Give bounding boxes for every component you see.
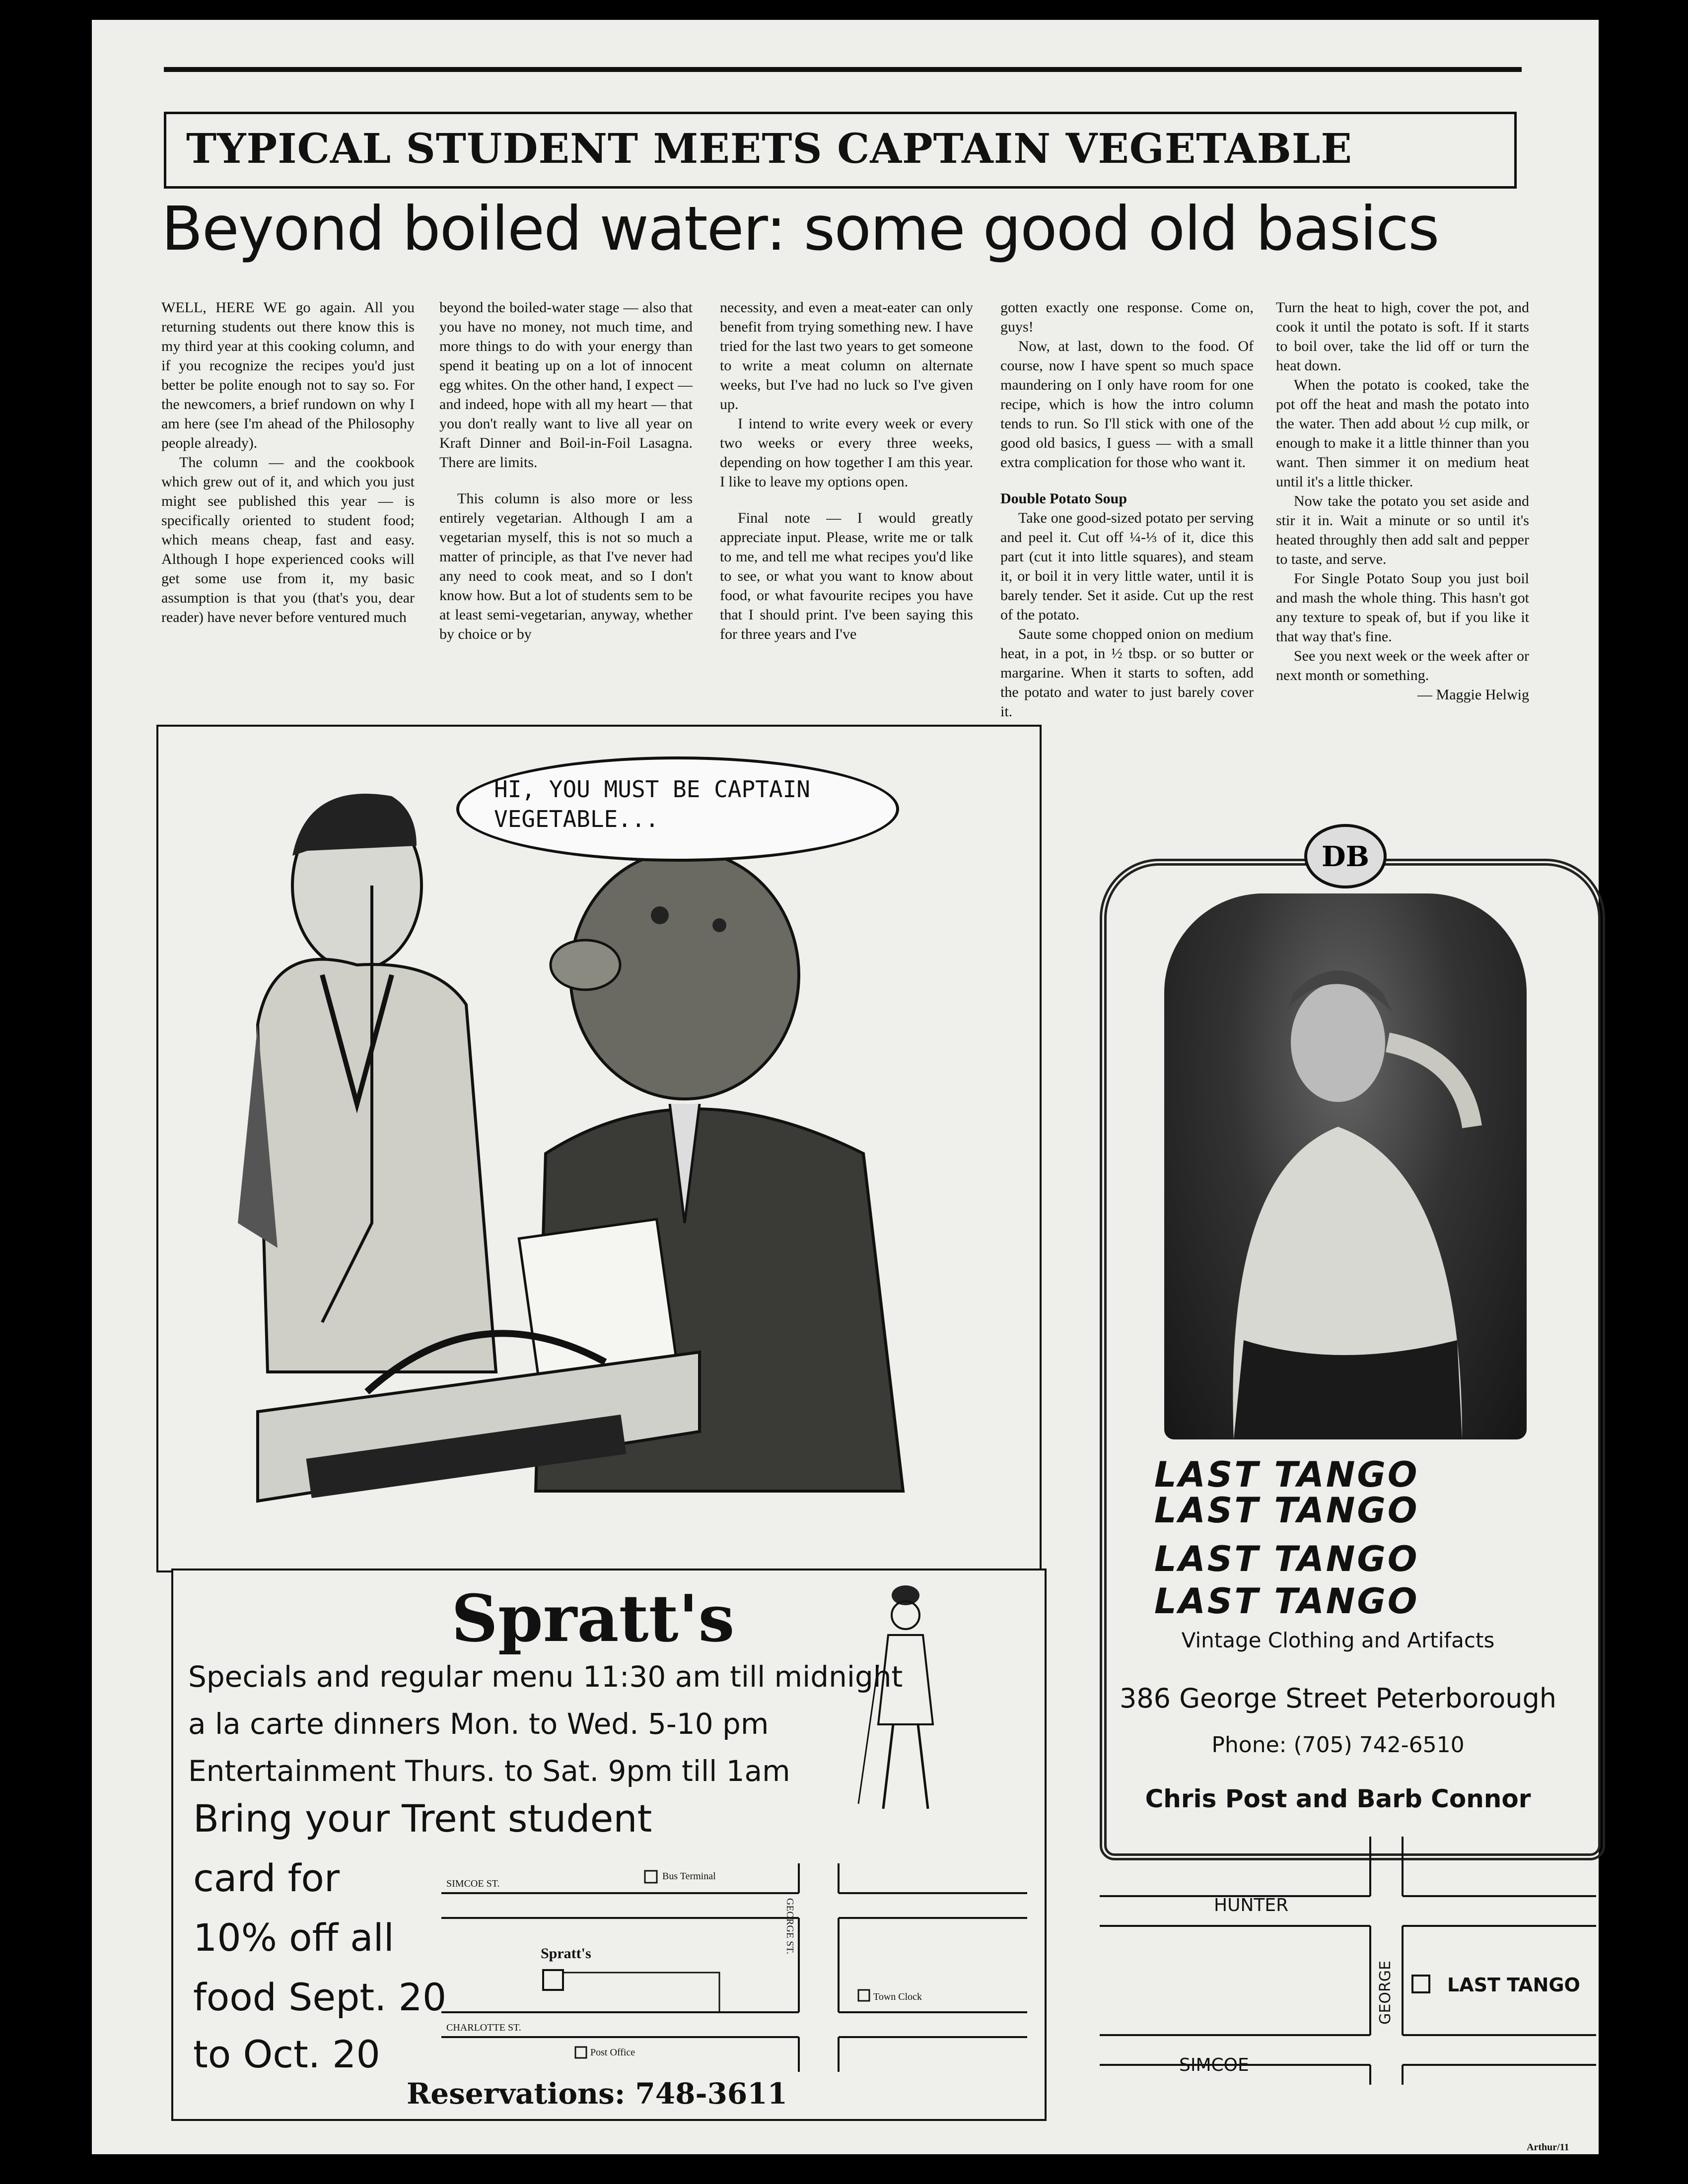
map-label-charlotte: CHARLOTTE ST. xyxy=(446,2022,521,2033)
map-label-simcoe: SIMCOE ST. xyxy=(446,1878,500,1889)
paragraph: Final note — I would greatly appreciate input. Please, write me or talk to me, and tell me what recipes you'd like to see, or what you want to know about food, or what favourite recipes you have that I should print. I've been saying this for three years and I've xyxy=(720,510,973,642)
map-label-hunter: HUNTER xyxy=(1214,1895,1289,1915)
kicker: TYPICAL STUDENT MEETS CAPTAIN VEGETABLE xyxy=(186,125,1352,173)
ad-offer-line: food Sept. 20 xyxy=(193,1975,447,2019)
tango-map xyxy=(1100,1837,1596,2085)
article-column-1 xyxy=(161,298,415,627)
paragraph: I intend to write every week or every two weeks or every three weeks, depending on how together I am this year. I like to leave my options open. xyxy=(720,415,973,490)
vintage-portrait-photo xyxy=(1164,893,1527,1439)
ad-offer-line: 10% off all xyxy=(193,1915,394,1960)
tango-logo-line: LAST TANGO xyxy=(1154,1490,1419,1531)
paragraph: Turn the heat to high, cover the pot, and cook it until the potato is soft. If it starts to boil over, take the lid off or turn the heat down. xyxy=(1276,299,1529,374)
tango-logo-line: LAST TANGO xyxy=(1154,1539,1419,1579)
map-label-george: GEORGE ST. xyxy=(784,1898,795,1954)
dandy-figure xyxy=(848,1575,963,1824)
tango-owners: Chris Post and Barb Connor xyxy=(1145,1784,1531,1813)
spratts-ad xyxy=(171,1569,1047,2121)
paragraph: gotten exactly one response. Come on, guys! xyxy=(1000,299,1254,335)
tango-logo-line: LAST TANGO xyxy=(1154,1454,1419,1495)
paragraph: The column — and the cookbook which grew out of it, and which you just might see published this year — is specifically oriented to student food; which means cheap, fast and easy. Although I hope experienced cooks will get some use from it, my basic assumption is that you (that's you, dear reader) have never before ventured much xyxy=(161,454,415,625)
paragraph: See you next week or the week after or next month or something. xyxy=(1276,648,1529,683)
map-label-george: GEORGE xyxy=(1377,1961,1394,2025)
ad-entertainment-line: Entertainment Thurs. to Sat. 9pm till 1am xyxy=(188,1754,790,1788)
headline: Beyond boiled water: some good old basics xyxy=(161,194,1439,264)
paragraph: Saute some chopped onion on medium heat, in a pot, in ½ tbsp. or so butter or margarine. When it starts to soften, add the potato and water to just barely cover it. xyxy=(1000,626,1254,720)
last-tango-ad xyxy=(1080,819,1618,2110)
byline: — Maggie Helwig xyxy=(1417,686,1529,703)
paragraph: For Single Potato Soup you just boil and mash the whole thing. This hasn't got any texture to speak of, but if you like it that way that's fine. xyxy=(1276,570,1529,645)
paragraph: WELL, HERE WE go again. All you returning students out there know this is my third year at this cooking column, and if you recognize the recipes you'd just better be polite enough not to say so. For the newcomers, a brief rundown on why I am here (see I'm ahead of the Philosophy people already). xyxy=(161,299,415,451)
tango-address: 386 George Street Peterborough xyxy=(1119,1683,1557,1714)
map-label-post-office: Post Office xyxy=(590,2047,635,2058)
cartoon-illustration xyxy=(156,725,1042,1572)
article-column-3 xyxy=(720,298,973,644)
reservations: Reservations: 748-3611 xyxy=(407,2077,787,2111)
spratts-map xyxy=(441,1863,1032,2072)
kicker-box xyxy=(164,112,1517,189)
top-rule xyxy=(164,67,1522,72)
article-column-4 xyxy=(1000,298,1254,721)
ad-offer-line: Bring your Trent student xyxy=(193,1796,652,1841)
ad-hours-line: Specials and regular menu 11:30 am till midnight xyxy=(188,1660,903,1694)
tango-tagline: Vintage Clothing and Artifacts xyxy=(1181,1628,1495,1652)
monogram-text: DB xyxy=(1322,840,1369,873)
paragraph: This column is also more or less entirely vegetarian. Although I am a vegetarian myself, this is not so much a matter of principle, as that I've never had any need to cook meat, and so I don't know how. But a lot of students sem to be at least semi-vegetarian, anyway, whether by choice or by xyxy=(439,490,693,642)
monogram-crest xyxy=(1298,819,1393,893)
map-label-bus-terminal: Bus Terminal xyxy=(662,1871,716,1882)
map-label-spratts: Spratt's xyxy=(541,1945,591,1962)
paragraph: beyond the boiled-water stage — also that you have no money, not much time, and more things to do with your energy than spend it beating up on a lot of innocent egg whites. On the other hand, I expect — and indeed, hope with all my heart — that you don't really want to live all year on Kraft Dinner and Boil-in-Foil Lasagna. There are limits. xyxy=(439,299,693,471)
page-footer: Arthur/11 xyxy=(1527,2142,1569,2153)
article-column-2 xyxy=(439,298,693,644)
portrait-figure xyxy=(1164,893,1527,1439)
tango-phone: Phone: (705) 742-6510 xyxy=(1211,1732,1465,1758)
speech-bubble xyxy=(456,756,899,862)
newspaper-page xyxy=(92,20,1599,2154)
ad-offer-line: to Oct. 20 xyxy=(193,2032,380,2076)
tango-logo-line: LAST TANGO xyxy=(1154,1581,1419,1622)
paragraph: necessity, and even a meat-eater can only benefit from trying something new. I have tried for the last two years to get someone to write a meat column on alternate weeks, but I've had no luck so I've given up. xyxy=(720,299,973,412)
speech-text: HI, YOU MUST BE CAPTAIN VEGETABLE... xyxy=(494,776,810,832)
ad-dinners-line: a la carte dinners Mon. to Wed. 5-10 pm xyxy=(188,1707,769,1741)
article-column-5 xyxy=(1276,298,1529,704)
map-label-simcoe: SIMCOE xyxy=(1179,2055,1249,2075)
map-label-town-clock: Town Clock xyxy=(873,1991,922,2002)
paragraph: When the potato is cooked, take the pot off the heat and mash the potato into the water. Then add about ½ cup milk, or enough to make it a little thinner than you want. Then simmer it on medium heat until it's a little thicker. xyxy=(1276,377,1529,490)
paragraph: Now take the potato you set aside and stir it in. Wait a minute or so until it's heated throughly then add salt and pepper to taste, and serve. xyxy=(1276,493,1529,567)
ad-offer-line: card for xyxy=(193,1856,340,1900)
map-label-last-tango: LAST TANGO xyxy=(1447,1974,1580,1996)
paragraph: Now, at last, down to the food. Of course, now I have spent so much space maundering on I only have room for one recipe, which is how the intro column tends to run. So I'll stick with one of the good old basics, I guess — with a small extra complication for those who want it. xyxy=(1000,338,1254,471)
spratts-logo: Spratt's xyxy=(451,1580,735,1656)
recipe-title: Double Potato Soup xyxy=(1000,490,1127,507)
paragraph: Take one good-sized potato per serving and peel it. Cut off ¼-⅓ of it, dice this part (cut it into little squares), and steam it, or boil it in very little water, until it is barely tender. Set it aside. Cut up the rest of the potato. xyxy=(1000,510,1254,623)
